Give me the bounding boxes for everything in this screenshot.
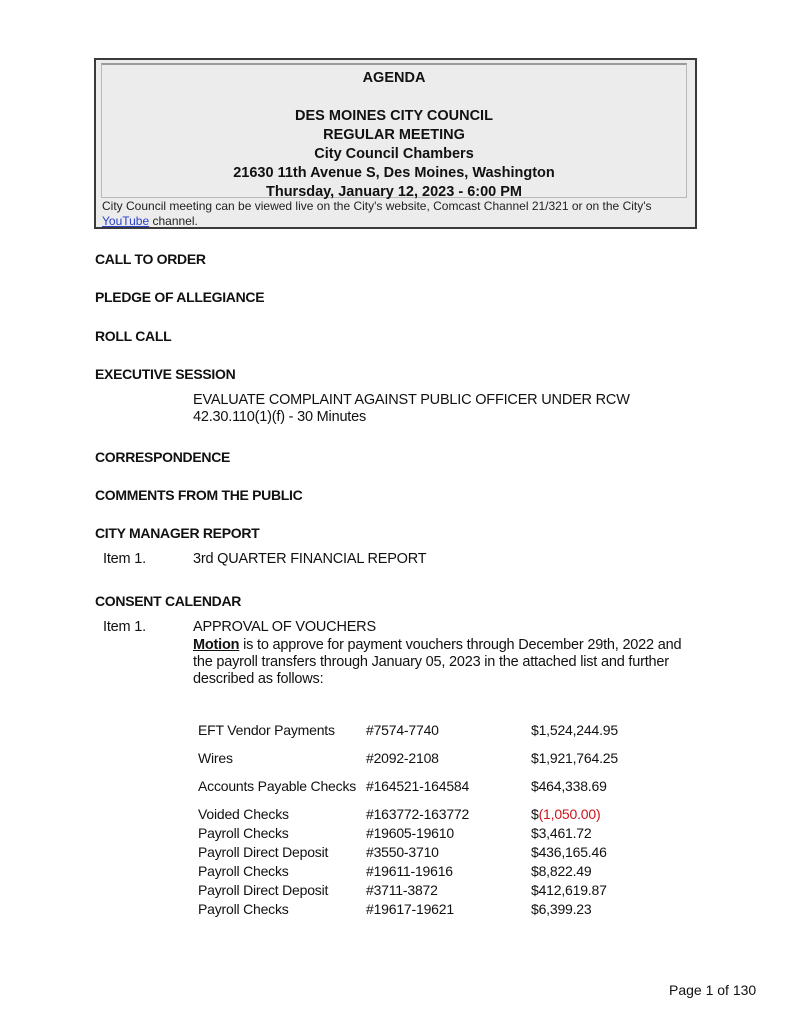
negative-amount: (1,050.00) [538,805,601,822]
youtube-link[interactable]: YouTube [102,213,150,228]
agenda-title-block [101,63,687,198]
agenda-header-box [94,58,697,229]
motion-word: Motion [193,637,240,653]
table-row: Voided Checks #163772-163772 $(1,050.00) [198,804,651,823]
motion-text: Motion is to approve for payment vouchers through December 29th, 2022 and the payroll transfers through January 05, 2023 in the attached list and further described as follows: [193,637,682,687]
table-row: Wires #2092-2108 $1,921,764.25 [198,749,618,766]
section-roll-call: ROLL CALL [95,328,172,344]
consent-item-label: Item 1. [103,619,146,635]
city-manager-item-label: Item 1. [103,551,146,567]
section-comments-public: COMMENTS FROM THE PUBLIC [95,487,303,503]
page-number: Page 1 of 130 [669,982,757,998]
meeting-location: City Council Chambers [314,146,474,162]
table-row: Payroll Direct Deposit #3550-3710 $436,165.46 [198,843,607,860]
voided-amount: $(1,050.00) [531,805,601,822]
vouchers-table [198,711,651,918]
table-row: Payroll Checks #19605-19610 $3,461.72 [198,824,592,841]
council-name: DES MOINES CITY COUNCIL [295,108,493,124]
table-row: Payroll Checks #19611-19616 $8,822.49 [198,862,592,879]
meeting-address: 21630 11th Avenue S, Des Moines, Washington [233,165,555,181]
table-row: Payroll Direct Deposit #3711-3872 $412,619.87 [198,881,607,898]
meeting-datetime: Thursday, January 12, 2023 - 6:00 PM [265,184,522,200]
executive-session-text: EVALUATE COMPLAINT AGAINST PUBLIC OFFICER UNDER RCW 42.30.110(1)(f) - 30 Minutes [193,392,630,425]
table-row: Accounts Payable Checks #164521-164584 $464,338.69 [198,777,607,794]
meeting-type: REGULAR MEETING [323,127,465,143]
section-executive-session: EXECUTIVE SESSION [95,366,236,382]
section-city-manager-report: CITY MANAGER REPORT [95,525,260,541]
section-pledge: PLEDGE OF ALLEGIANCE [95,289,265,305]
table-row: Payroll Checks #19617-19621 $6,399.23 [198,900,592,917]
section-call-to-order: CALL TO ORDER [95,251,206,267]
consent-item-title[interactable]: APPROVAL OF VOUCHERS [193,619,376,635]
section-correspondence: CORRESPONDENCE [95,449,231,465]
city-manager-item-link[interactable]: 3rd QUARTER FINANCIAL REPORT [193,551,427,567]
section-consent-calendar: CONSENT CALENDAR [95,593,242,609]
agenda-title: AGENDA [362,70,426,86]
viewing-note: City Council meeting can be viewed live on the City's website, Comcast Channel 21/321 or on the City's YouTube channel. [102,199,652,228]
table-row: EFT Vendor Payments #7574-7740 $1,524,244.95 [198,721,618,738]
